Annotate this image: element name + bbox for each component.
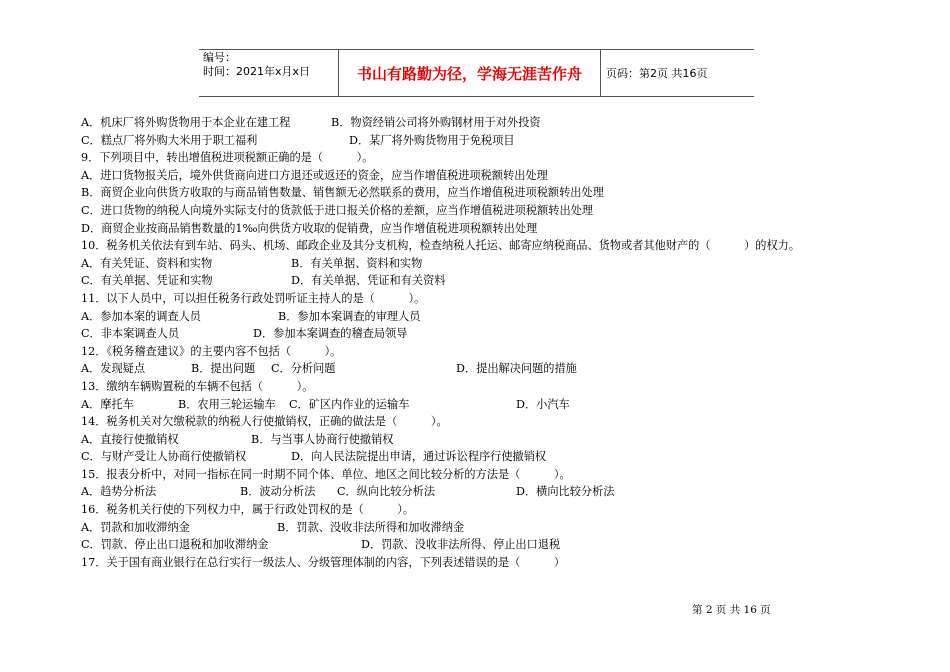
option-text: D．向人民法院提出申请，通过诉讼程序行使撤销权 bbox=[291, 450, 547, 464]
question-text: 15．报表分析中，对同一指标在同一时期不同个体、单位、地区之间比较分析的方法是（ ）。 bbox=[81, 467, 571, 481]
option-text: C．与财产受让人协商行使撤销权 bbox=[81, 450, 247, 464]
question-text: 10．税务机关依法有到车站、码头、机场、邮政企业及其分支机构，检查纳税人托运、邮寄应纳税商品、货物或者其他财产的（ ）的权力。 bbox=[81, 239, 801, 253]
text-line bbox=[81, 325, 881, 343]
question-text: 9．下列项目中，转出增值税进项税额正确的是（ ）。 bbox=[81, 151, 374, 165]
option-text: B．与当事人协商行使撤销权 bbox=[251, 432, 394, 446]
option-text: A．直接行使撤销权 bbox=[81, 432, 179, 446]
option-text: D．有关单据、凭证和有关资料 bbox=[291, 274, 446, 288]
text-line bbox=[81, 519, 881, 537]
question-text: 11．以下人员中，可以担任税务行政处罚听证主持人的是（ ）。 bbox=[81, 291, 426, 305]
question-text: B．商贸企业向供货方收取的与商品销售数量、销售额无必然联系的费用，应当作增值税进项税额转出处理 bbox=[81, 186, 604, 200]
option-text: A．发现疑点 bbox=[81, 362, 146, 376]
option-text: A．摩托车 bbox=[81, 397, 134, 411]
option-text: B．农用三轮运输车 bbox=[178, 397, 276, 411]
text-line bbox=[81, 290, 881, 308]
text-line bbox=[81, 132, 881, 150]
option-text: A．有关凭证、资料和实物 bbox=[81, 256, 213, 270]
option-text: D．小汽车 bbox=[516, 397, 570, 411]
question-text: 14．税务机关对欠缴税款的纳税人行使撤销权，正确的做法是（ ）。 bbox=[81, 415, 448, 429]
text-line bbox=[81, 272, 881, 290]
option-text: C．矿区内作业的运输车 bbox=[289, 397, 410, 411]
motto: 书山有路勤为径，学海无涯苦作舟 bbox=[339, 50, 601, 96]
text-line bbox=[81, 554, 881, 572]
text-line bbox=[81, 378, 881, 396]
question-text: D．商贸企业按商品销售数量的1‰向供货方收取的促销费，应当作增值税进项税额转出处理 bbox=[81, 221, 538, 235]
option-text: A．机床厂将外购货物用于本企业在建工程 bbox=[81, 116, 291, 129]
option-text: C．纵向比较分析法 bbox=[337, 485, 436, 499]
option-text: C．有关单据、凭证和实物 bbox=[81, 274, 213, 288]
option-text: C．分析问题 bbox=[271, 362, 336, 376]
page-info: 页码：第2页 共16页 bbox=[606, 67, 708, 80]
text-line bbox=[81, 483, 881, 501]
option-text: B．有关单据、资料和实物 bbox=[291, 256, 423, 270]
option-text: B．波动分析法 bbox=[240, 485, 316, 499]
option-text: D．罚款、没收非法所得、停止出口退税 bbox=[361, 538, 561, 552]
option-text: A．趋势分析法 bbox=[81, 485, 157, 499]
option-text: B．罚款、没收非法所得和加收滞纳金 bbox=[277, 520, 465, 534]
text-line bbox=[81, 360, 881, 378]
text-line bbox=[81, 308, 881, 326]
text-line bbox=[81, 501, 881, 519]
text-line bbox=[81, 396, 881, 414]
option-text: C．罚款、停止出口退税和加收滞纳金 bbox=[81, 538, 269, 552]
number-label: 编号： bbox=[203, 51, 236, 64]
text-line bbox=[81, 536, 881, 554]
question-text: 12．《税务稽查建议》的主要内容不包括（ ）。 bbox=[81, 344, 342, 358]
question-text: 17．关于国有商业银行在总行实行一级法人、分级管理体制的内容，下列表述错误的是（ ） bbox=[81, 555, 566, 569]
question-text: C．进口货物的纳税人向境外实际支付的货款低于进口报关价格的差额，应当作增值税进项税额转出处理 bbox=[81, 203, 594, 217]
option-text: A．罚款和加收滞纳金 bbox=[81, 520, 190, 534]
text-line bbox=[81, 466, 881, 484]
header-meta bbox=[199, 50, 339, 96]
option-text: D．某厂将外购货物用于免税项目 bbox=[349, 133, 515, 147]
option-text: D．横向比较分析法 bbox=[516, 485, 615, 499]
option-text: B．物资经销公司将外购钢材用于对外投资 bbox=[331, 116, 541, 129]
option-text: D．参加本案调查的稽查局领导 bbox=[253, 327, 408, 341]
option-text: D．提出解决问题的措施 bbox=[456, 362, 577, 376]
option-text: B．参加本案调查的审理人员 bbox=[278, 309, 421, 323]
option-text: A．参加本案的调查人员 bbox=[81, 309, 201, 323]
text-line bbox=[81, 431, 881, 449]
text-line bbox=[81, 202, 881, 220]
question-text: 13．缴纳车辆购置税的车辆不包括（ ）。 bbox=[81, 379, 314, 393]
text-line bbox=[81, 343, 881, 361]
text-line bbox=[81, 184, 881, 202]
option-text: C．非本案调查人员 bbox=[81, 327, 180, 341]
question-text: A．进口货物报关后，境外供货商向进口方退还或返还的资金，应当作增值税进项税额转出处理 bbox=[81, 168, 548, 182]
option-text: B．提出问题 bbox=[191, 362, 256, 376]
question-body bbox=[81, 114, 881, 571]
text-line bbox=[81, 237, 881, 255]
text-line bbox=[81, 114, 881, 132]
text-line bbox=[81, 448, 881, 466]
question-text: 16．税务机关行使的下列权力中，属于行政处罚权的是（ ）。 bbox=[81, 503, 415, 517]
text-line bbox=[81, 149, 881, 167]
time-label: 时间：2021年x月x日 bbox=[203, 65, 311, 78]
text-line bbox=[81, 413, 881, 431]
document-header bbox=[199, 49, 754, 97]
text-line bbox=[81, 255, 881, 273]
page-footer: 第 2 页 共 16 页 bbox=[692, 604, 771, 616]
option-text: C．糕点厂将外购大米用于职工福利 bbox=[81, 133, 258, 147]
text-line bbox=[81, 220, 881, 238]
text-line bbox=[81, 167, 881, 185]
